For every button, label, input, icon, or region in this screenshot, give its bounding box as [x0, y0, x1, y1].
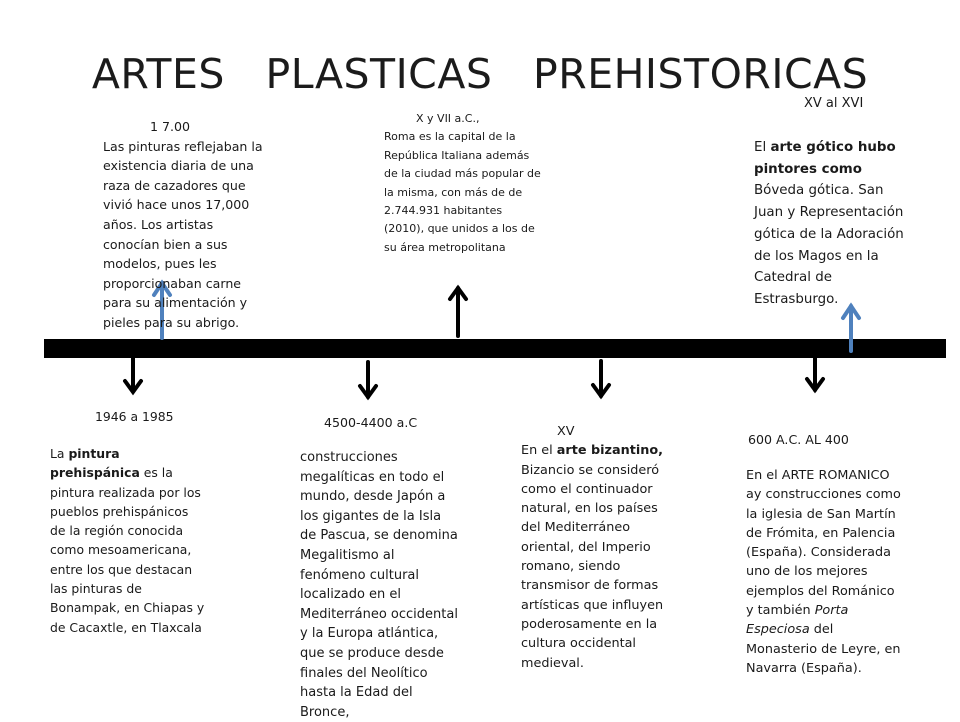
- event-text-pre: En el ARTE ROMANICO ay construcciones como la iglesia de San Martín de Frómita, en Palencia (España). Considerada uno de los mejores ejemplos del Románico y también: [746, 468, 901, 619]
- event-bizantino: [521, 422, 667, 673]
- arrow-down-icon-4: [807, 355, 823, 390]
- arrow-up-icon-black: [450, 288, 466, 336]
- event-text-pre: El: [754, 140, 771, 155]
- event-text: Roma es la capital de la República Italiana además de la ciudad más popular de la misma, con más de de 2.744.931 habitantes (2010), que unidos a los de su área metropolitana: [384, 130, 541, 254]
- event-text-bold: arte bizantino,: [556, 443, 663, 459]
- arrow-down-icon-3: [593, 361, 609, 396]
- event-text-post: Bizancio se consideró como el continuador natural, en los países del Mediterráneo oriental, del Imperio romano, siendo transmisor de formas artísticas que influyen poderosamente en la cultura occidental medieval.: [521, 462, 664, 671]
- event-gotico-date: XV al XVI: [804, 96, 864, 111]
- event-text-post: es la pintura realizada por los pueblos prehispánicos de la región conocida como mesoamericana, entre los que destacan las pinturas de Bonampak, en Chiapas y de Cacaxtle, en Tlaxcala: [50, 465, 205, 635]
- event-text-ital: Porta Especiosa: [746, 603, 849, 638]
- event-romanico: [746, 466, 904, 678]
- event-text-bold: pintura prehispánica: [50, 446, 140, 481]
- event-megalitismo-date: 4500-4400 a.C: [324, 415, 418, 430]
- event-date: XV: [557, 424, 575, 439]
- event-romanico-date: 600 A.C. AL 400: [748, 432, 849, 447]
- page-title: ARTES PLASTICAS PREHISTORICAS: [91, 50, 869, 98]
- event-text-post: del Monasterio de Leyre, en Navarra (España).: [746, 622, 901, 676]
- event-gotico: [754, 137, 906, 311]
- event-text-post: Bóveda gótica. San Juan y Representación gótica de la Adoración de los Magos en la Catedral de Estrasburgo.: [754, 183, 904, 307]
- arrow-down-icon-2: [360, 362, 376, 397]
- event-prehispanica: [50, 444, 206, 637]
- event-megalitismo: [300, 448, 460, 722]
- event-roma: [384, 110, 542, 257]
- event-17000: [103, 117, 263, 333]
- event-prehispanica-date: 1946 a 1985: [95, 409, 174, 424]
- event-date: 1 7.00: [150, 119, 191, 134]
- event-text-pre: La: [50, 446, 69, 461]
- event-text-pre: En el: [521, 443, 557, 459]
- arrow-down-icon-1: [125, 355, 141, 392]
- event-text-bold: arte gótico hubo pintores como: [754, 140, 896, 177]
- event-text: Las pinturas reflejaban la existencia diaria de una raza de cazadores que vivió hace unos 17,000 años. Los artistas conocían bien a sus modelos, pues les proporcionaban carne para su alimentación y pieles para su abrigo.: [103, 138, 263, 330]
- arrow-up-icon-blue-2: [843, 306, 859, 351]
- event-date: X y VII a.C.,: [416, 112, 480, 125]
- event-text: construcciones megalíticas en todo el mundo, desde Japón a los gigantes de la Isla de Pascua, se denomina Megalitismo al fenómeno cultural localizado en el Mediterráneo occidental y la Europa atlántica, que se produce desde finales del Neolítico hasta la Edad del Bronce,: [300, 450, 458, 720]
